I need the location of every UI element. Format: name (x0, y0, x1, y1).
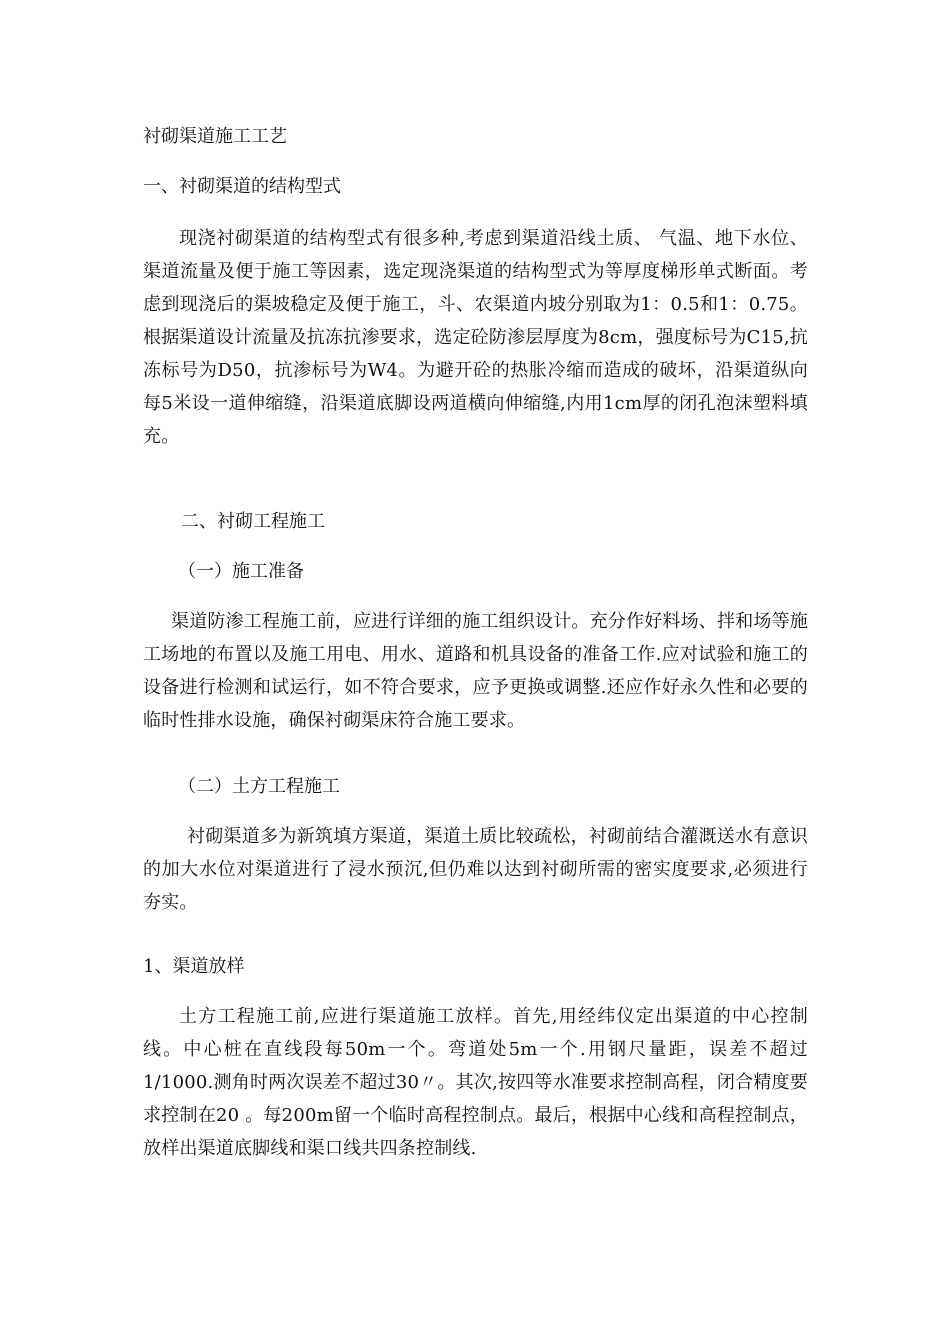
subsection-1-heading: （一）施工准备 (178, 561, 304, 582)
section-1-paragraph: 现浇衬砌渠道的结构型式有很多种,考虑到渠道沿线土质、 气温、地下水位、渠道流量及便于施工等因素，选定现浇渠道的结构型式为等厚度梯形单式断面。考虑到现浇后的渠坡稳定及便于施工，斗、农渠道内坡分别取为1：0.5和1：0.75。根据渠道设计流量及抗冻抗渗要求，选定砼防渗层厚度为8cm，强度标号为C15,抗冻标号为D50，抗渗标号为W4。为避开砼的热胀冷缩而造成的破坏，沿渠道纵向每5米设一道伸缩缝，沿渠道底脚设两道横向伸缩缝,内用1cm厚的闭孔泡沫塑料填充。 (143, 228, 808, 447)
section-1-heading: 一、衬砌渠道的结构型式 (143, 176, 341, 197)
subsection-2-paragraph: 衬砌渠道多为新筑填方渠道，渠道土质比较疏松，衬砌前结合灌溉送水有意识的加大水位对渠道进行了浸水预沉,但仍难以达到衬砌所需的密实度要求,必须进行夯实。 (143, 826, 808, 913)
document-title: 衬砌渠道施工工艺 (143, 126, 287, 147)
item-1-heading: 1、渠道放样 (143, 956, 245, 977)
section-2-heading: 二、衬砌工程施工 (181, 511, 325, 532)
subsection-1-paragraph: 渠道防渗工程施工前，应进行详细的施工组织设计。充分作好料场、拌和场等施工场地的布置以及施工用电、用水、道路和机具设备的准备工作.应对试验和施工的设备进行检测和试运行，如不符合要求，应予更换或调整.还应作好永久性和必要的临时性排水设施，确保衬砌渠床符合施工要求。 (143, 611, 808, 731)
subsection-2-heading: （二）土方工程施工 (178, 776, 340, 797)
item-1-paragraph: 土方工程施工前,应进行渠道施工放样。首先,用经纬仪定出渠道的中心控制线。中心桩在直线段每50m一个。弯道处5m一个.用钢尺量距，误差不超过1/1000.测角时两次误差不超过30〃。其次,按四等水准要求控制高程，闭合精度要求控制在20 。每200m留一个临时高程控制点。最后，根据中心线和高程控制点，放样出渠道底脚线和渠口线共四条控制线. (143, 1006, 808, 1159)
